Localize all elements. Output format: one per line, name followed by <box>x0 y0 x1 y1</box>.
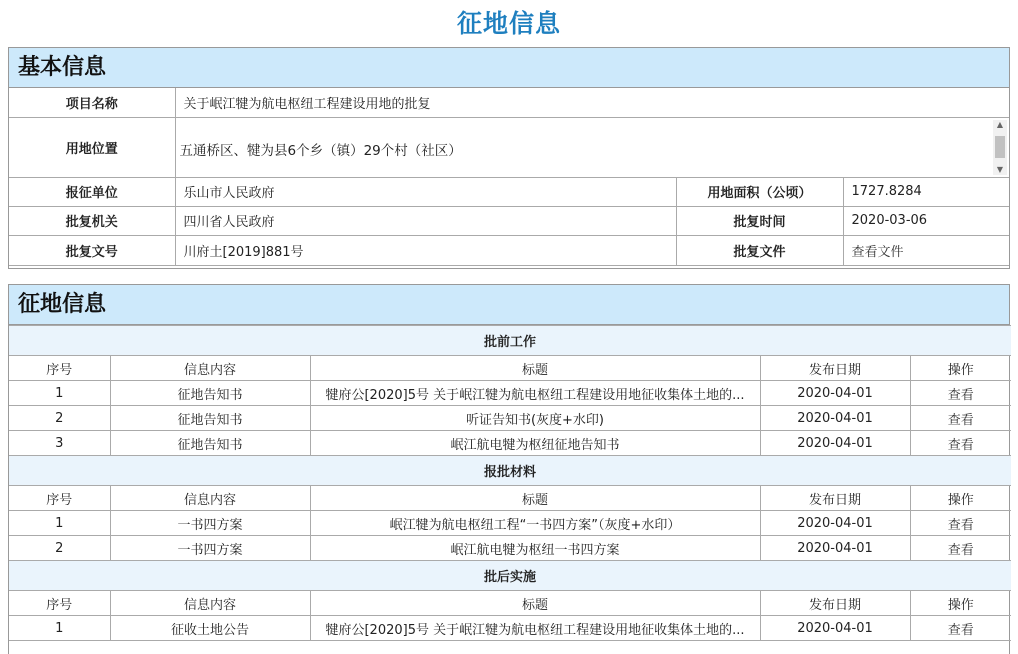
table-row <box>9 536 1011 561</box>
column-header: 标题 <box>310 356 760 381</box>
approver-value: 四川省人民政府 <box>175 206 676 235</box>
view-link[interactable]: 查看 <box>910 616 1011 641</box>
land-info-heading: 征地信息 <box>9 285 1009 325</box>
table-row <box>9 431 1011 456</box>
location-value: 五通桥区、犍为县6个乡（镇）29个村（社区） <box>179 142 462 159</box>
row-number: 2 <box>9 536 110 561</box>
location-scrollbar[interactable] <box>993 120 1007 175</box>
doc-no-value: 川府土[2019]881号 <box>175 235 676 265</box>
column-header: 信息内容 <box>110 486 310 511</box>
area-label: 用地面积（公顷） <box>676 177 843 206</box>
project-name-value: 关于岷江犍为航电枢纽工程建设用地的批复 <box>175 88 1009 117</box>
column-header: 信息内容 <box>110 356 310 381</box>
basic-info-table <box>9 88 1009 266</box>
column-header: 序号 <box>9 356 110 381</box>
doc-file-label: 批复文件 <box>676 235 843 265</box>
section-row <box>9 561 1011 591</box>
row-date: 2020-04-01 <box>760 616 910 641</box>
scroll-down-icon[interactable]: ▼ <box>996 164 1004 174</box>
row-number: 1 <box>9 616 110 641</box>
scroll-up-icon[interactable]: ▲ <box>996 119 1004 129</box>
column-header: 发布日期 <box>760 486 910 511</box>
column-header: 标题 <box>310 591 760 616</box>
view-link[interactable]: 查看 <box>910 406 1011 431</box>
applicant-label: 报征单位 <box>9 177 175 206</box>
row-title: 犍府公[2020]5号 关于岷江犍为航电枢纽工程建设用地征收集体土地的... <box>310 381 760 406</box>
view-file-link[interactable]: 查看文件 <box>843 235 1009 265</box>
area-value: 1727.8284 <box>843 177 1009 206</box>
row-title: 岷江犍为航电枢纽工程“一书四方案”（灰度+水印） <box>310 511 760 536</box>
row-title: 听证告知书(灰度+水印) <box>310 406 760 431</box>
section-row <box>9 326 1011 356</box>
row-title: 犍府公[2020]5号 关于岷江犍为航电枢纽工程建设用地征收集体土地的... <box>310 616 760 641</box>
section-row <box>9 456 1011 486</box>
table-row <box>9 406 1011 431</box>
row-date: 2020-04-01 <box>760 431 910 456</box>
basic-info-heading: 基本信息 <box>9 48 1009 88</box>
row-number: 1 <box>9 381 110 406</box>
row-date: 2020-04-01 <box>760 381 910 406</box>
project-name-label: 项目名称 <box>9 88 175 117</box>
row-date: 2020-04-01 <box>760 511 910 536</box>
row-title: 岷江航电犍为枢纽征地告知书 <box>310 431 760 456</box>
scroll-thumb[interactable] <box>995 136 1005 158</box>
row-date: 2020-04-01 <box>760 536 910 561</box>
row-number: 3 <box>9 431 110 456</box>
land-info-panel <box>8 284 1010 654</box>
column-header: 序号 <box>9 486 110 511</box>
column-header: 发布日期 <box>760 356 910 381</box>
column-header-row <box>9 591 1011 616</box>
location-label: 用地位置 <box>9 117 175 177</box>
location-field[interactable] <box>175 117 1009 177</box>
basic-info-panel <box>8 47 1010 269</box>
approver-label: 批复机关 <box>9 206 175 235</box>
view-link[interactable]: 查看 <box>910 381 1011 406</box>
column-header: 信息内容 <box>110 591 310 616</box>
table-row <box>9 381 1011 406</box>
approve-time-label: 批复时间 <box>676 206 843 235</box>
page-title: 征地信息 <box>456 9 561 38</box>
view-link[interactable]: 查看 <box>910 431 1011 456</box>
column-header: 序号 <box>9 591 110 616</box>
land-info-table <box>9 325 1011 641</box>
row-type: 征收土地公告 <box>110 616 310 641</box>
row-number: 1 <box>9 511 110 536</box>
row-type: 征地告知书 <box>110 431 310 456</box>
doc-no-label: 批复文号 <box>9 235 175 265</box>
column-header: 发布日期 <box>760 591 910 616</box>
table-row <box>9 616 1011 641</box>
applicant-value: 乐山市人民政府 <box>175 177 676 206</box>
column-header: 操作 <box>910 591 1011 616</box>
row-type: 征地告知书 <box>110 381 310 406</box>
column-header-row <box>9 486 1011 511</box>
view-link[interactable]: 查看 <box>910 511 1011 536</box>
column-header: 标题 <box>310 486 760 511</box>
approve-time-value: 2020-03-06 <box>843 206 1009 235</box>
row-type: 征地告知书 <box>110 406 310 431</box>
column-header-row <box>9 356 1011 381</box>
row-type: 一书四方案 <box>110 536 310 561</box>
row-type: 一书四方案 <box>110 511 310 536</box>
column-header: 操作 <box>910 486 1011 511</box>
table-row <box>9 511 1011 536</box>
column-header: 操作 <box>910 356 1011 381</box>
row-title: 岷江航电犍为枢纽一书四方案 <box>310 536 760 561</box>
section-title: 批后实施 <box>9 561 1011 591</box>
section-title: 报批材料 <box>9 456 1011 486</box>
section-title: 批前工作 <box>9 326 1011 356</box>
row-number: 2 <box>9 406 110 431</box>
row-date: 2020-04-01 <box>760 406 910 431</box>
view-link[interactable]: 查看 <box>910 536 1011 561</box>
